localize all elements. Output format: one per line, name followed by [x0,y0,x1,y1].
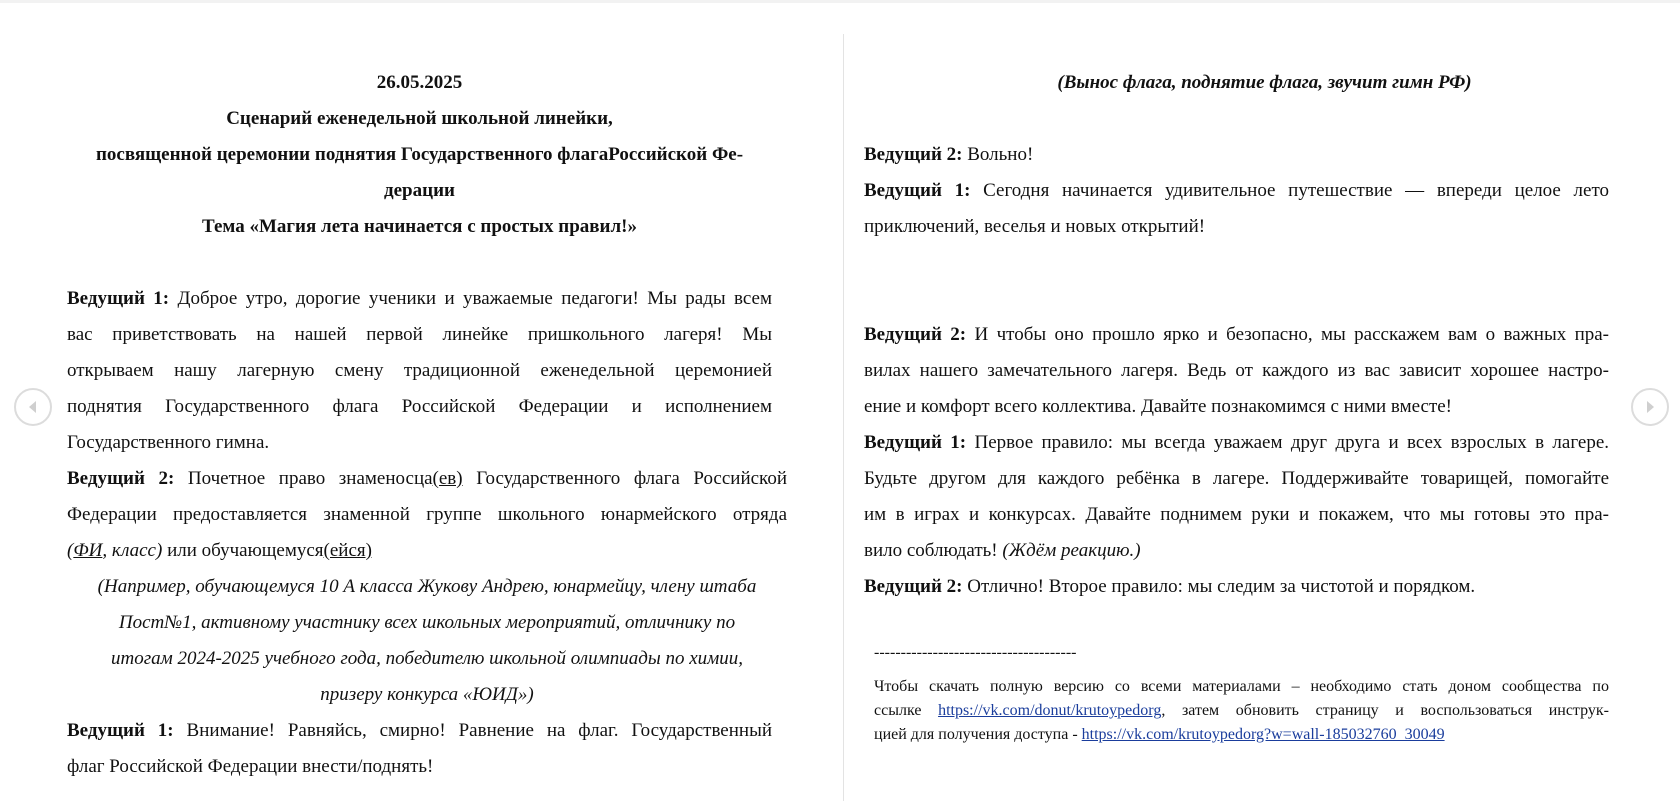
speaker-label: Ведущий 2: [864,576,963,597]
right-page [845,0,1680,801]
paragraph-line: ение и комфорт всего коллектива. Давайте познакомимся с ними вместе! [864,396,1453,417]
paragraph-line: Ведущий 2: И чтобы оно прошло ярко и безопасно, мы расскажем вам о важных пра- [864,324,1610,345]
speaker-label: Ведущий 2: [864,144,963,165]
example-line: (Например, обучающемуся 10 А класса Жукову Андрею, юнармейцу, члену штаба [97,576,757,597]
paragraph-line: Будьте другом для каждого ребёнка в лагере. Поддерживайте товарищей, помогайте [864,468,1609,489]
paragraph-line: вилах нашего замечательного лагеря. Ведь от каждого из вас зависит хорошее настро- [864,360,1609,381]
example-line: призеру конкурса «ЮИД») [320,684,534,705]
chevron-left-icon [25,399,41,415]
paragraph-line: вило соблюдать! (Ждём реакцию.) [864,540,1141,561]
paragraph-line: Ведущий 1: Внимание! Равняйсь, смирно! Равнение на флаг. Государственный [67,720,773,741]
paragraph-line: Ведущий 2: Почетное право знаменосца(ев) Государственного флага Российской [67,468,787,489]
wall-post-link[interactable]: https://vk.com/krutoypedorg?w=wall-185032760_30049 [1081,726,1445,743]
paragraph-line: (ФИ, класс) или обучающемуся(ейся) [67,540,372,561]
doc-title-line-2: посвященной церемонии поднятия Государственного флагаРоссийской Фе- [95,144,744,165]
footnote-line: ссылке https://vk.com/donut/krutoypedorg, затем обновить страницу и воспользоваться инструк- [874,702,1609,719]
page-divider [843,34,844,801]
paragraph-line: приключений, веселья и новых открытий! [864,216,1206,237]
example-line: итогам 2024-2025 учебного года, победителю школьной олимпиады по химии, [110,648,744,669]
paragraph-line: Федерации предоставляется знаменной группе школьного юнармейского отряда [67,504,787,525]
footnote-separator: -------------------------------------- [874,644,1077,661]
footnote-line: цией для получения доступа - https://vk.com/krutoypedorg?w=wall-185032760_30049 [874,726,1445,743]
doc-title-line-1: Сценарий еженедельной школьной линейки, [226,108,613,129]
paragraph-line: Ведущий 2: Вольно! [864,144,1034,165]
paragraph-line: флаг Российской Федерации внести/поднять! [67,756,434,777]
paragraph-line: Государственного гимна. [67,432,270,453]
paragraph-line: им в играх и конкурсах. Давайте поднимем руки и покажем, что мы готовы это пра- [864,504,1609,525]
paragraph-line: Ведущий 1: Первое правило: мы всегда уважаем друг друга и всех взрослых в лагере. [864,432,1609,453]
doc-date: 26.05.2025 [376,72,463,93]
footnote-line: Чтобы скачать полную версию со всеми материалами – необходимо стать доном сообщества по [874,678,1609,695]
example-line: Пост№1, активному участнику всех школьных мероприятий, отличнику по [118,612,736,633]
speaker-label: Ведущий 2: [864,324,967,345]
speaker-label: Ведущий 1: [864,180,971,201]
donut-link[interactable]: https://vk.com/donut/krutoypedorg [938,702,1162,719]
next-page-button[interactable] [1631,388,1669,426]
speaker-label: Ведущий 1: [67,720,174,741]
speaker-label: Ведущий 1: [864,432,967,453]
chevron-right-icon [1642,399,1658,415]
paragraph-line: открываем нашу лагерную смену традиционной еженедельной церемонией [67,360,772,381]
paragraph-line: вас приветствовать на нашей первой линейке пришкольного лагеря! Мы [67,324,772,345]
paragraph-line: поднятия Государственного флага Российской Федерации и исполнением [67,396,772,417]
speaker-label: Ведущий 1: [67,288,170,309]
previous-page-button[interactable] [14,388,52,426]
speaker-label: Ведущий 2: [67,468,175,489]
doc-title-line-3: дерации [384,180,455,201]
paragraph-line: Ведущий 1: Сегодня начинается удивительное путешествие — впереди целое лето [864,180,1609,201]
doc-theme: Тема «Магия лета начинается с простых правил!» [202,216,637,237]
stage-direction: (Вынос флага, поднятие флага, звучит гимн РФ) [1057,72,1472,93]
paragraph-line: Ведущий 1: Доброе утро, дорогие ученики и уважаемые педагоги! Мы рады всем [67,288,772,309]
paragraph-line: Ведущий 2: Отлично! Второе правило: мы следим за чистотой и порядком. [864,576,1476,597]
